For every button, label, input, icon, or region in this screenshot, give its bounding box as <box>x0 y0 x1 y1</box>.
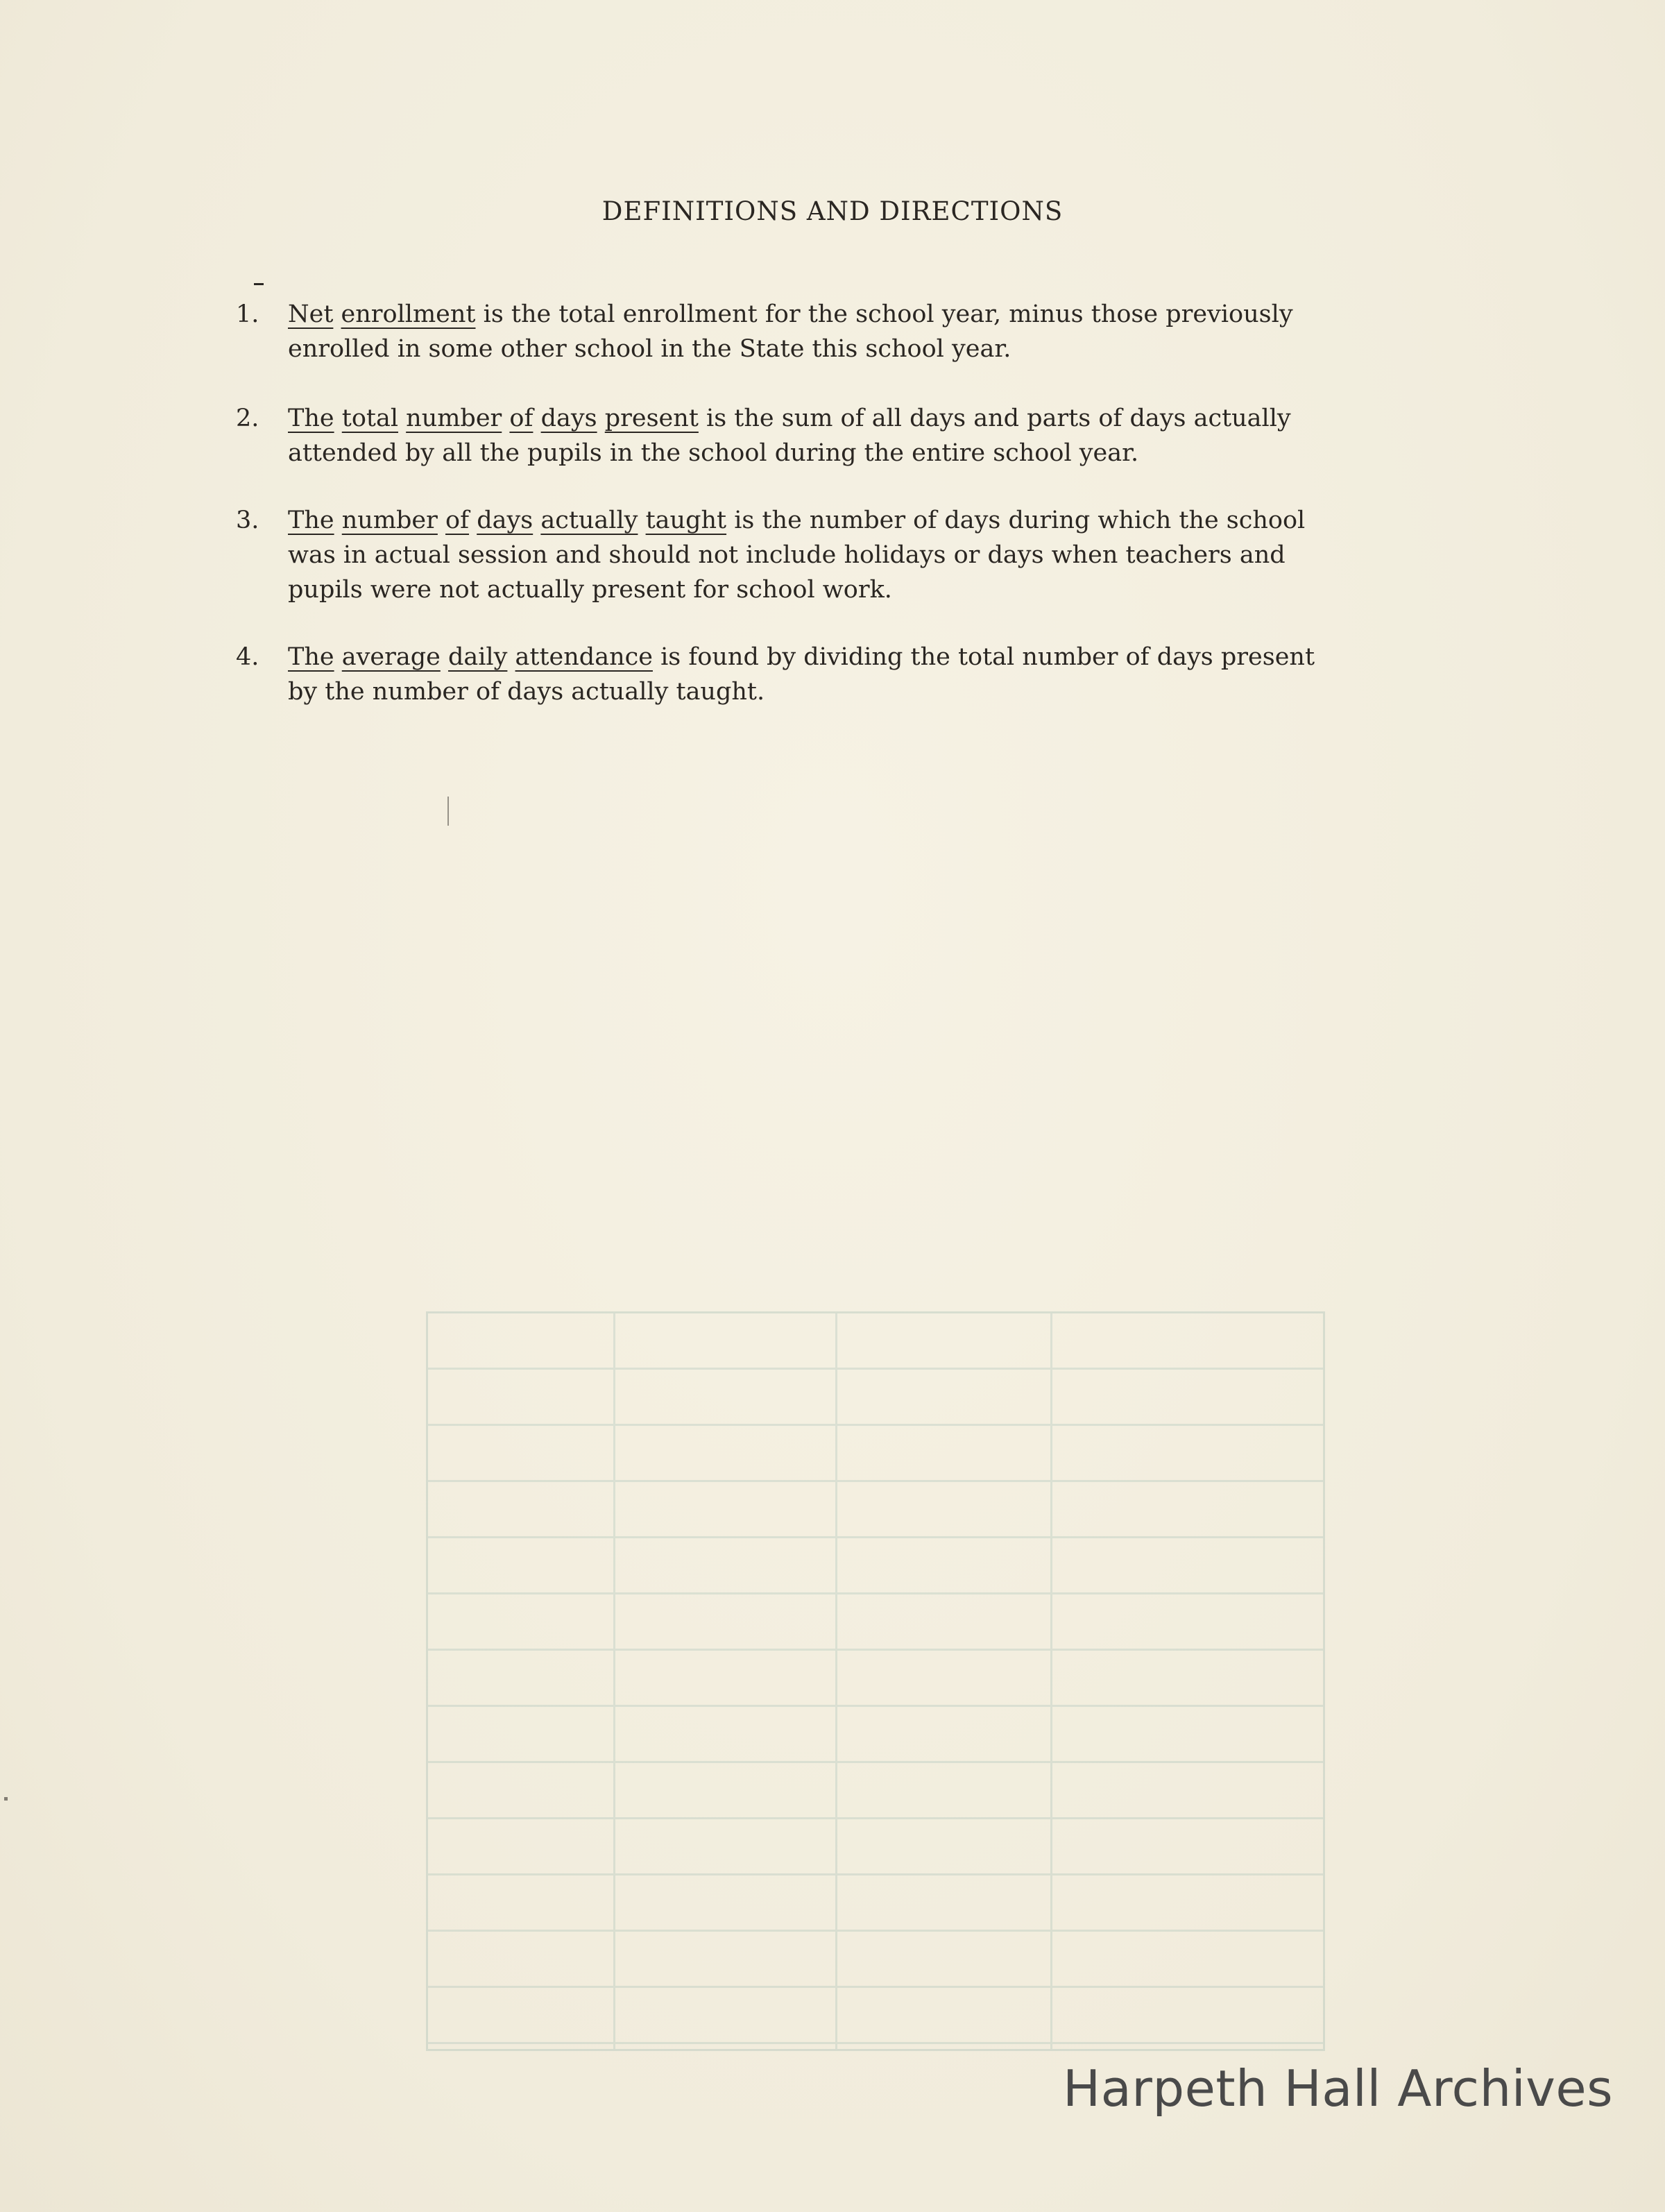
term-word: The <box>288 405 334 432</box>
term-word: The <box>288 507 334 534</box>
item-number: 3. <box>236 507 259 534</box>
term-word: days <box>477 507 533 534</box>
item-line-2: attended by all the pupils in the school during the entire school year. <box>288 439 1139 467</box>
term-word: enrollment <box>341 300 476 328</box>
archive-watermark: Harpeth Hall Archives <box>1063 2059 1614 2118</box>
item-text: is the number of days during which the school <box>726 507 1306 534</box>
term-word: actually <box>540 507 638 534</box>
item-number: 2. <box>236 405 259 432</box>
item-line-1 <box>288 401 1433 436</box>
term-word: taught <box>645 507 727 534</box>
term-word: days <box>540 405 597 432</box>
term-word: attendance <box>515 643 653 671</box>
item-text: is found by dividing the total number of days present <box>652 643 1315 671</box>
item-number: 1. <box>236 300 259 328</box>
term-word: daily <box>447 643 508 671</box>
paper-mark <box>4 1797 8 1801</box>
item-line-1 <box>288 640 1433 674</box>
item-line-2: enrolled in some other school in the State this school year. <box>288 335 1011 363</box>
term-word: of <box>509 405 533 432</box>
term-word: present <box>604 405 699 432</box>
stray-mark <box>254 283 264 285</box>
term-word: The <box>288 643 334 671</box>
term-word: number <box>341 507 438 534</box>
term-word: average <box>341 643 441 671</box>
item-text: is the sum of all days and parts of days actually <box>698 405 1291 432</box>
item-line-1 <box>288 297 1433 332</box>
term-word: total <box>341 405 399 432</box>
item-line-1 <box>288 503 1433 538</box>
item-number: 4. <box>236 643 259 671</box>
item-line-2: by the number of days actually taught. <box>288 678 765 706</box>
term-word: number <box>406 405 502 432</box>
term-word: of <box>445 507 470 534</box>
item-line-2: was in actual session and should not include holidays or days when teachers and <box>288 541 1286 569</box>
item-line-3: pupils were not actually present for school work. <box>288 576 892 604</box>
paper-mark <box>447 797 449 826</box>
item-text: is the total enrollment for the school year, minus those previously <box>475 300 1293 328</box>
term-word: Net <box>288 300 334 328</box>
page-title: DEFINITIONS AND DIRECTIONS <box>601 196 1064 226</box>
